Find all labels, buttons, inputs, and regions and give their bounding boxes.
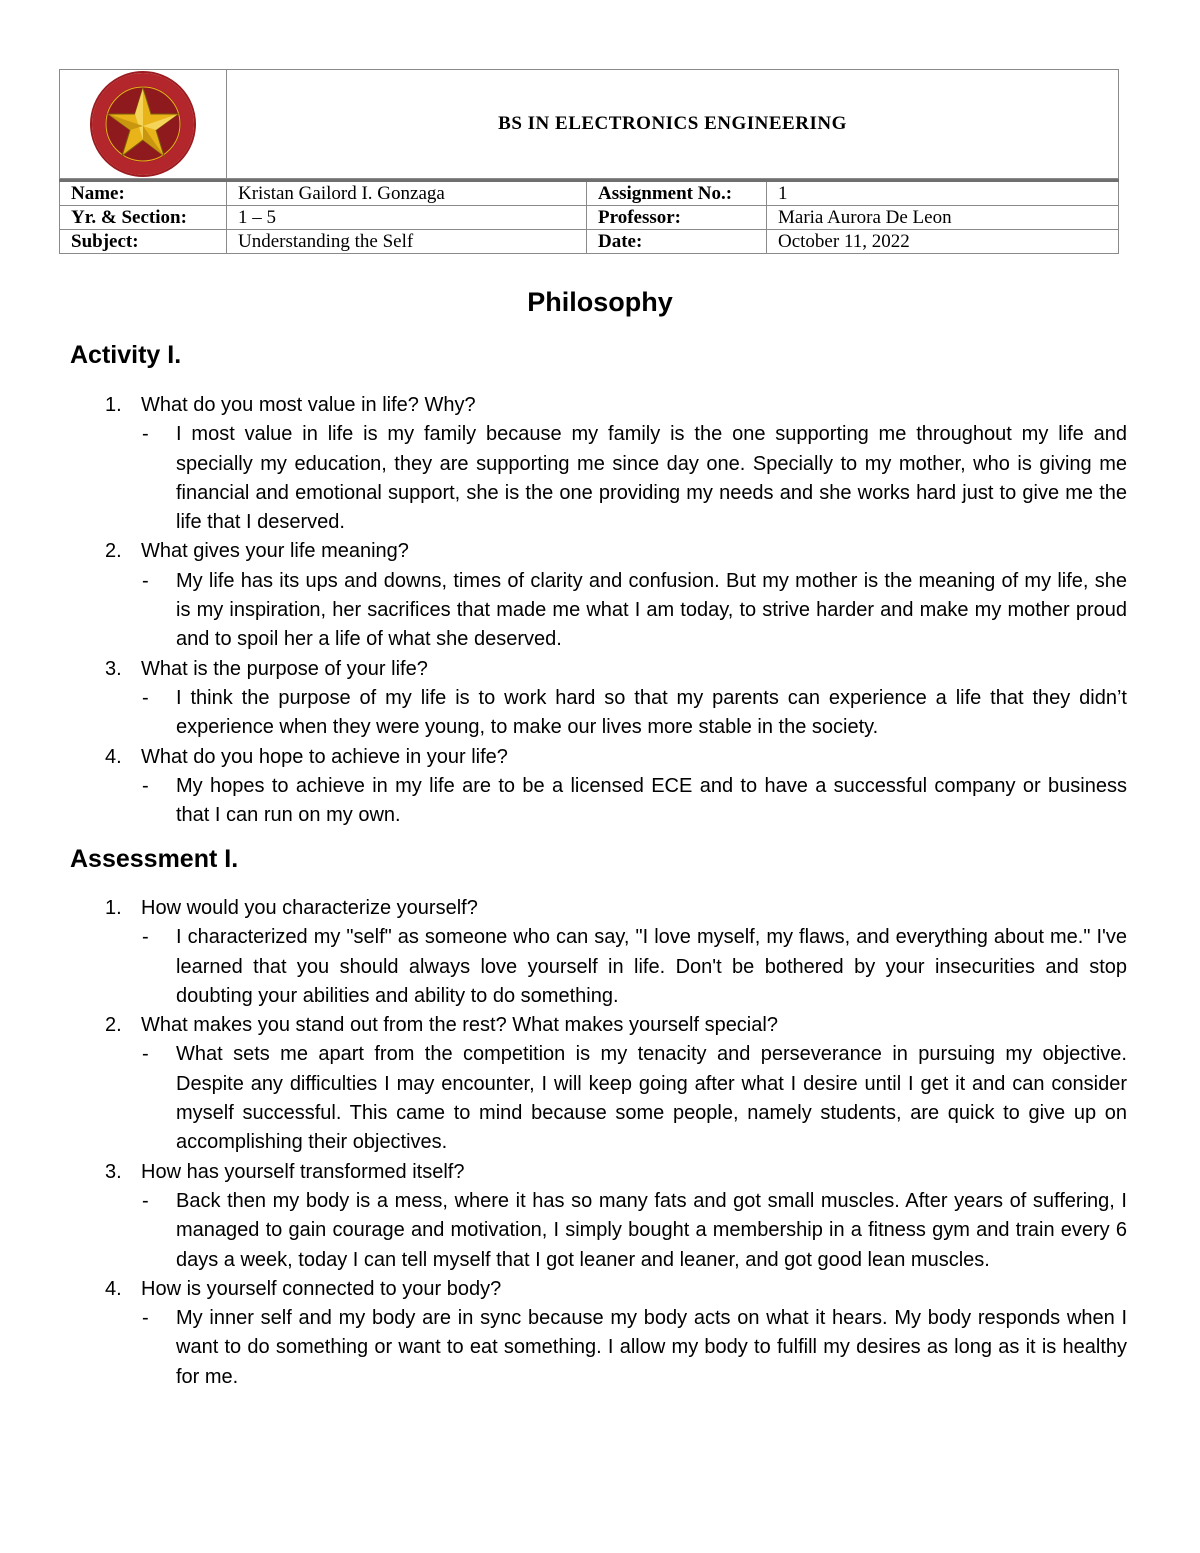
document-title: Philosophy [527,287,673,317]
question-number: 3. [105,657,122,680]
answer-text: Back then my body is a mess, where it has so many fats and got small muscles. After years of suffering, I managed to gain courage and motivation, I simply bought a membership in a fitness gym and train every 6 days a week, today I can tell myself that I got leaner and leaner, and got good lean muscles. [176,1189,1127,1271]
date-value: October 11, 2022 [767,230,1119,254]
question-number: 4. [105,1277,122,1300]
assignment-value: 1 [767,182,1119,206]
question-number: 4. [105,745,122,768]
dash-bullet: - [142,774,149,797]
question-text: How would you characterize yourself? [141,897,478,919]
name-value: Kristan Gailord I. Gonzaga [227,182,587,206]
answer [0,684,1127,743]
dash-bullet: - [142,1043,149,1066]
answer [0,1187,1127,1275]
professor-label: Professor: [587,206,767,230]
dash-bullet: - [142,569,149,592]
dash-bullet: - [142,1189,149,1212]
question-text: What gives your life meaning? [141,540,409,563]
question [0,537,1200,566]
section-label: Yr. & Section: [60,206,227,230]
name-label: Name: [60,182,227,206]
answer [0,923,1127,1011]
professor-value: Maria Aurora De Leon [767,206,1119,230]
question-number: 3. [105,1160,122,1183]
answer [0,1040,1127,1157]
subject-value: Understanding the Self [227,230,587,254]
subject-label: Subject: [60,230,227,254]
question-text: What makes you stand out from the rest? What makes yourself special? [141,1014,778,1037]
question-number: 2. [105,1014,122,1037]
university-seal-icon [89,70,197,178]
question [0,655,1200,684]
answer-text: I most value in life is my family because my family is the one supporting me throughout my life and specially my education, they are supporting me since day one. Specially to my mother, who is giving me financial and emotional support, she is the one providing my needs and she works hard just to give me the life that I deserved. [176,423,1127,534]
answer [0,420,1127,537]
question-text: How has yourself transformed itself? [141,1160,465,1183]
question [0,894,1200,923]
dash-bullet: - [142,423,149,446]
assignment-label: Assignment No.: [587,182,767,206]
answer [0,1304,1127,1392]
question-text: What is the purpose of your life? [141,657,428,680]
section-heading-assessment: Assessment I. [70,845,239,873]
date-label: Date: [587,230,767,254]
answer-text: I think the purpose of my life is to work hard so that my parents can experience a life that they didn’t experience when they were young, to make our lives more stable in the society. [176,686,1127,739]
answer-text: My hopes to achieve in my life are to be a licensed ECE and to have a successful company or business that I can run on my own. [176,774,1127,827]
question [0,1275,1200,1304]
question [0,391,1200,420]
question-text: How is yourself connected to your body? [141,1277,502,1300]
question-number: 1. [105,897,122,919]
question [0,1158,1200,1187]
dash-bullet: - [142,1307,149,1330]
question [0,1011,1200,1040]
question [0,743,1200,772]
activity-question-list [0,391,1200,830]
dash-bullet: - [142,926,149,949]
document-header-table [59,69,1119,254]
question-text: What do you most value in life? Why? [141,394,476,416]
logo-cell [60,70,227,179]
section-value: 1 – 5 [227,206,587,230]
question-number: 2. [105,540,122,563]
answer [0,772,1127,831]
question-number: 1. [105,394,122,416]
answer-text: My life has its ups and downs, times of clarity and confusion. But my mother is the meaning of my life, she is my inspiration, her sacrifices that made me what I am today, to strive harder and make my mother proud and to spoil her a life of what she deserved. [176,569,1127,651]
answer-text: I characterized my "self" as someone who can say, "I love myself, my flaws, and everything about me." I've learned that you should always love yourself in life. Don't be bothered by your insecurities and stop doubting your abilities and ability to do something. [176,926,1127,1007]
section-heading-activity: Activity I. [70,341,182,369]
answer [0,567,1127,655]
assessment-question-list [0,894,1200,1392]
question-text: What do you hope to achieve in your life? [141,745,508,768]
answer-text: What sets me apart from the competition is my tenacity and perseverance in pursuing my objective. Despite any difficulties I may encounter, I will keep going after what I desire until I get it and can consider myself successful. This came to mind because some people, namely students, are quick to give up on accomplishing their objectives. [176,1043,1127,1154]
dash-bullet: - [142,686,149,709]
answer-text: My inner self and my body are in sync because my body acts on what it hears. My body responds when I want to do something or want to eat something. I allow my body to fulfill my desires as long as it is healthy for me. [176,1307,1127,1388]
program-title: BS IN ELECTRONICS ENGINEERING [227,70,1119,179]
